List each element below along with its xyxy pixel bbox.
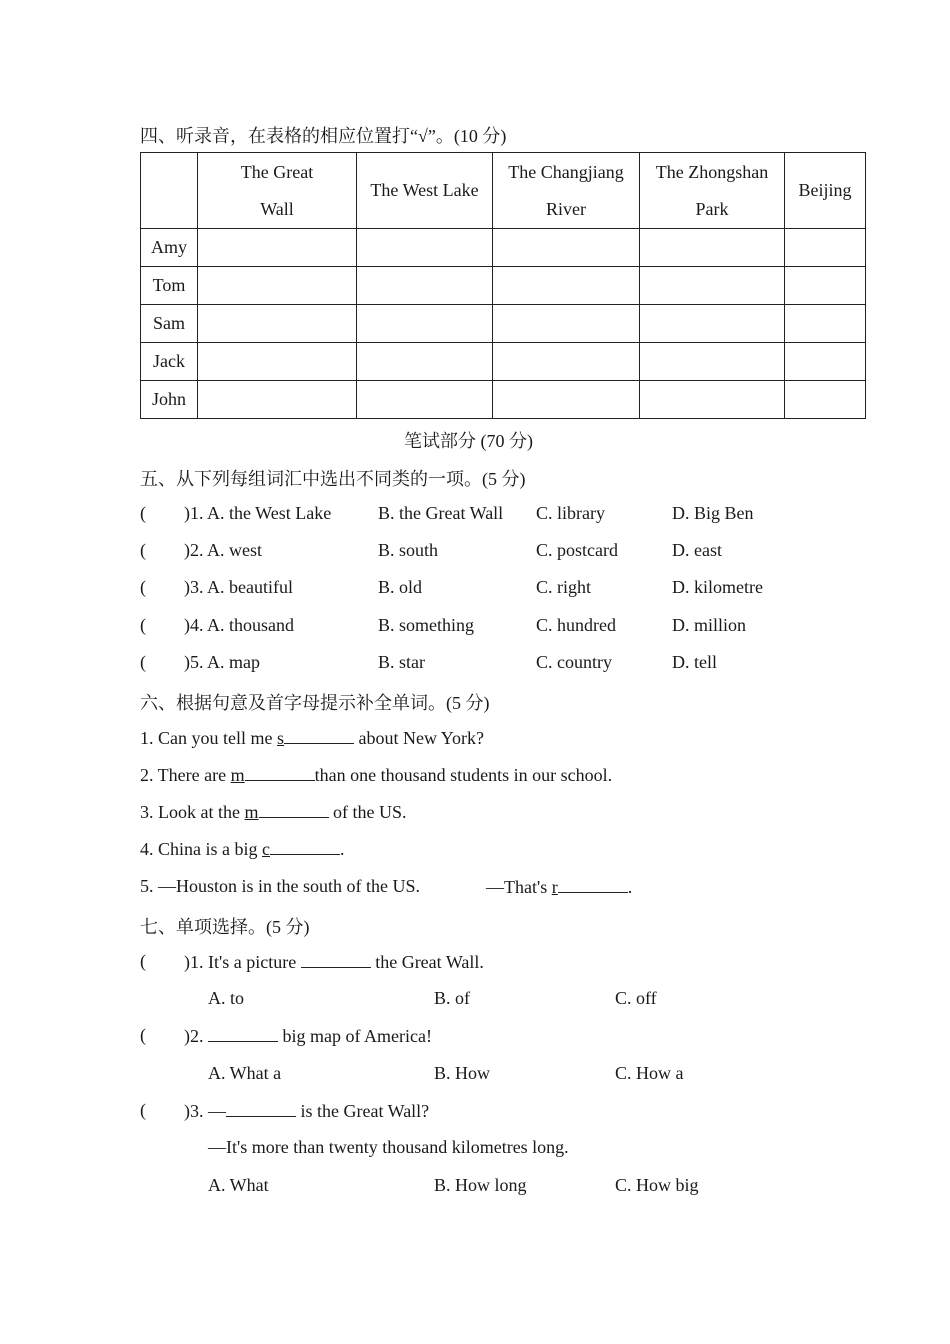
option-d: D. east xyxy=(672,540,722,560)
answer-blank[interactable] xyxy=(208,1025,278,1042)
option-b: B. of xyxy=(434,988,470,1008)
header-zhongshan-park: The Zhongshan Park xyxy=(640,153,785,229)
hint-letter: s xyxy=(276,728,284,748)
answer-paren[interactable]: ( xyxy=(140,540,146,560)
header-great-wall: The Great Wall xyxy=(198,153,357,229)
check-cell[interactable] xyxy=(198,229,357,267)
check-cell[interactable] xyxy=(785,267,866,305)
row-label: John xyxy=(141,381,198,419)
check-cell[interactable] xyxy=(357,305,493,343)
check-cell[interactable] xyxy=(493,381,640,419)
answer-paren[interactable]: ( xyxy=(140,1100,146,1120)
check-cell[interactable] xyxy=(357,381,493,419)
option-a: )4. A. thousand xyxy=(184,615,294,635)
section-7-question-1: )1. It's a picture the Great Wall. xyxy=(184,952,484,972)
check-cell[interactable] xyxy=(493,343,640,381)
header-changjiang-river: The Changjiang River xyxy=(493,153,640,229)
check-cell[interactable] xyxy=(357,229,493,267)
section-6-item-2: 2. There are m than one thousand students in our school. xyxy=(140,765,613,785)
option-c: C. off xyxy=(615,988,657,1008)
table-row xyxy=(141,267,866,305)
section-6-item-3: 3. Look at the m of the US. xyxy=(140,802,407,822)
section-4-heading: 四、听录音，在表格的相应位置打“√”。(10 分) xyxy=(140,126,507,146)
listening-table xyxy=(140,152,866,419)
option-d: D. tell xyxy=(672,652,717,672)
answer-blank[interactable] xyxy=(301,951,371,968)
option-b: B. How long xyxy=(434,1175,527,1195)
hint-letter: m xyxy=(244,802,259,822)
answer-paren[interactable]: ( xyxy=(140,1025,146,1045)
check-cell[interactable] xyxy=(198,381,357,419)
option-b: B. the Great Wall xyxy=(378,503,504,523)
option-a: )3. A. beautiful xyxy=(184,577,293,597)
check-cell[interactable] xyxy=(640,343,785,381)
table-header-row xyxy=(141,153,866,229)
section-5-heading: 五、从下列每组词汇中选出不同类的一项。(5 分) xyxy=(140,469,526,489)
check-cell[interactable] xyxy=(493,229,640,267)
section-6-item-4: 4. China is a big c . xyxy=(140,839,345,859)
row-label: Jack xyxy=(141,343,198,381)
hint-letter: m xyxy=(230,765,245,785)
section-6-item-1: 1. Can you tell me s about New York? xyxy=(140,728,484,748)
option-a: A. What xyxy=(208,1175,269,1195)
option-b: B. star xyxy=(378,652,425,672)
section-7-question-3-reply: —It's more than twenty thousand kilometres long. xyxy=(208,1137,569,1157)
row-label: Sam xyxy=(141,305,198,343)
table-row xyxy=(141,229,866,267)
check-cell[interactable] xyxy=(493,267,640,305)
check-cell[interactable] xyxy=(640,381,785,419)
answer-paren[interactable]: ( xyxy=(140,951,146,971)
check-cell[interactable] xyxy=(785,381,866,419)
written-part-title: 笔试部分 (70 分) xyxy=(404,431,533,451)
section-7-heading: 七、单项选择。(5 分) xyxy=(140,917,310,937)
answer-paren[interactable]: ( xyxy=(140,652,146,672)
check-cell[interactable] xyxy=(640,267,785,305)
table-row xyxy=(141,381,866,419)
check-cell[interactable] xyxy=(357,343,493,381)
check-cell[interactable] xyxy=(198,343,357,381)
option-b: B. something xyxy=(378,615,475,635)
section-7-question-2: )2. big map of America! xyxy=(184,1026,432,1046)
answer-blank[interactable] xyxy=(259,801,329,818)
answer-paren[interactable]: ( xyxy=(140,615,146,635)
check-cell[interactable] xyxy=(640,229,785,267)
section-6-heading: 六、根据句意及首字母提示补全单词。(5 分) xyxy=(140,693,490,713)
row-label: Amy xyxy=(141,229,198,267)
option-c: C. library xyxy=(536,503,605,523)
option-d: D. million xyxy=(672,615,747,635)
header-west-lake: The West Lake xyxy=(357,153,493,229)
answer-blank[interactable] xyxy=(245,764,315,781)
option-b: B. old xyxy=(378,577,423,597)
check-cell[interactable] xyxy=(198,305,357,343)
answer-paren[interactable]: ( xyxy=(140,503,146,523)
option-c: C. right xyxy=(536,577,592,597)
answer-blank[interactable] xyxy=(270,838,340,855)
option-b: B. south xyxy=(378,540,439,560)
answer-blank[interactable] xyxy=(226,1100,296,1117)
check-cell[interactable] xyxy=(785,343,866,381)
check-cell[interactable] xyxy=(198,267,357,305)
option-a: )2. A. west xyxy=(184,540,262,560)
table-row xyxy=(141,343,866,381)
check-cell[interactable] xyxy=(785,305,866,343)
option-c: C. country xyxy=(536,652,612,672)
option-d: D. Big Ben xyxy=(672,503,754,523)
check-cell[interactable] xyxy=(357,267,493,305)
option-c: C. How a xyxy=(615,1063,684,1083)
header-cell-empty xyxy=(141,153,198,229)
answer-blank[interactable] xyxy=(284,727,354,744)
row-label: Tom xyxy=(141,267,198,305)
option-c: C. hundred xyxy=(536,615,616,635)
option-a: A. What a xyxy=(208,1063,282,1083)
answer-paren[interactable]: ( xyxy=(140,577,146,597)
hint-letter: r xyxy=(551,877,558,897)
check-cell[interactable] xyxy=(493,305,640,343)
check-cell[interactable] xyxy=(640,305,785,343)
section-7-question-3: )3. — is the Great Wall? xyxy=(184,1101,430,1121)
answer-blank[interactable] xyxy=(558,876,628,893)
option-a: A. to xyxy=(208,988,244,1008)
section-6-item-5a: 5. —Houston is in the south of the US. xyxy=(140,876,421,896)
option-d: D. kilometre xyxy=(672,577,763,597)
option-b: B. How xyxy=(434,1063,491,1083)
section-6-item-5b: —That's r . xyxy=(486,877,633,897)
hint-letter: c xyxy=(262,839,270,859)
option-a: )5. A. map xyxy=(184,652,260,672)
table-row xyxy=(141,305,866,343)
header-beijing: Beijing xyxy=(785,153,866,229)
option-c: C. postcard xyxy=(536,540,618,560)
check-cell[interactable] xyxy=(785,229,866,267)
option-c: C. How big xyxy=(615,1175,699,1195)
option-a: )1. A. the West Lake xyxy=(184,503,332,523)
